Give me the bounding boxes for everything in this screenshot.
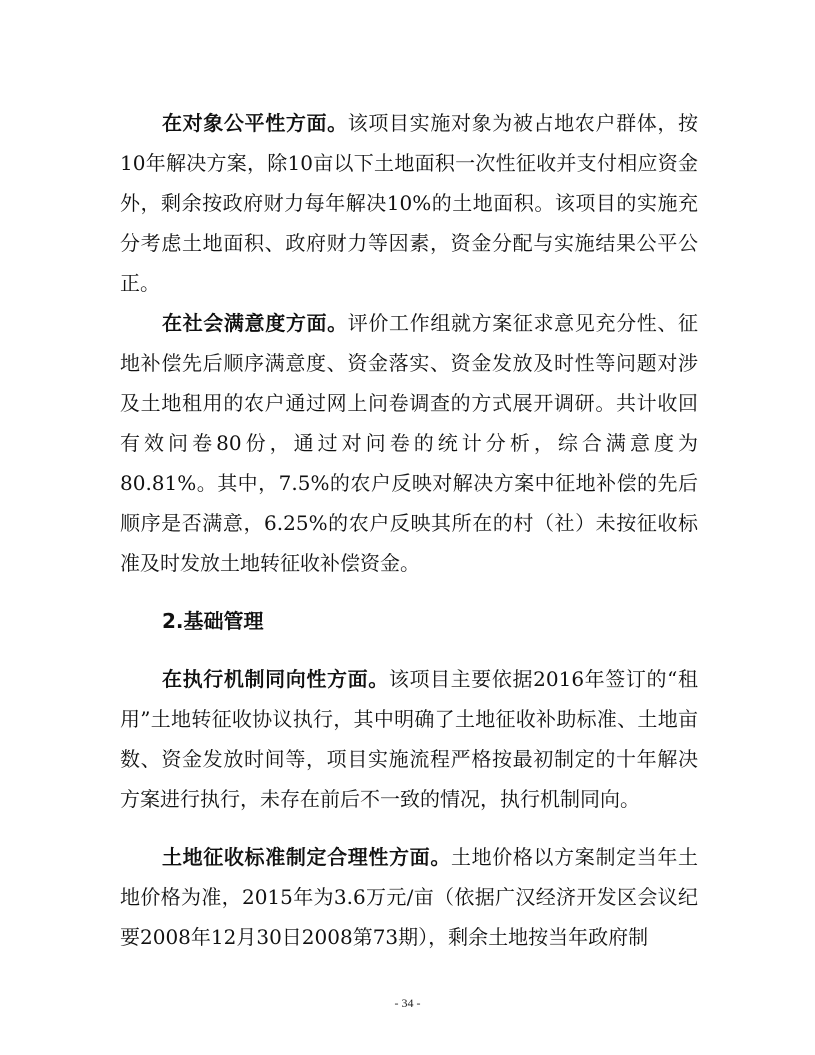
- paragraph-lead: 土地征收标准制定合理性方面。: [162, 845, 451, 869]
- paragraph-text: 土地价格以方案制定当年土地价格为准，2015年为3.6万元/亩（依据广汉经济开发区会议纪要2008年12月30日2008第73期），剩余土地按当年政府制: [120, 845, 699, 949]
- paragraph-text: 该项目实施对象为被占地农户群体，按10年解决方案，除10亩以下土地面积一次性征收并支付相应资金外，剩余按政府财力每年解决10%的土地面积。该项目的实施充分考虑土地面积、政府财力等因素，资金分配与实施结果公平公正。: [120, 111, 699, 295]
- paragraph-text: 该项目主要依据2016年签订的“租用”土地转征收协议执行，其中明确了土地征收补助标准、土地亩数、资金发放时间等，项目实施流程严格按最初制定的十年解决方案进行执行，未存在前后不一致的情况，执行机制同向。: [120, 667, 699, 811]
- document-body: [120, 103, 698, 957]
- paragraph-social-satisfaction: [120, 303, 698, 583]
- paragraph-lead: 在执行机制同向性方面。: [162, 667, 389, 691]
- paragraph-land-standard: [120, 837, 698, 957]
- section-heading: 2.基础管理: [162, 609, 264, 633]
- spacer: [120, 819, 698, 837]
- paragraph-lead: 在社会满意度方面。: [162, 311, 348, 335]
- paragraph-text: 评价工作组就方案征求意见充分性、征地补偿先后顺序满意度、资金落实、资金发放及时性等问题对涉及土地租用的农户通过网上问卷调查的方式展开调研。共计收回有效问卷80份，通过对问卷的统计分析，综合满意度为80.81%。其中，7.5%的农户反映对解决方案中征地补偿的先后顺序是否满意，6.25%的农户反映其所在的村（社）未按征收标准及时发放土地转征收补偿资金。: [120, 311, 699, 575]
- paragraph-execution-mechanism: [120, 659, 698, 819]
- paragraph-lead: 在对象公平性方面。: [162, 111, 348, 135]
- paragraph-object-fairness: [120, 103, 698, 303]
- page-number: - 34 -: [394, 996, 421, 1010]
- spacer: [120, 641, 698, 659]
- spacer: [120, 583, 698, 601]
